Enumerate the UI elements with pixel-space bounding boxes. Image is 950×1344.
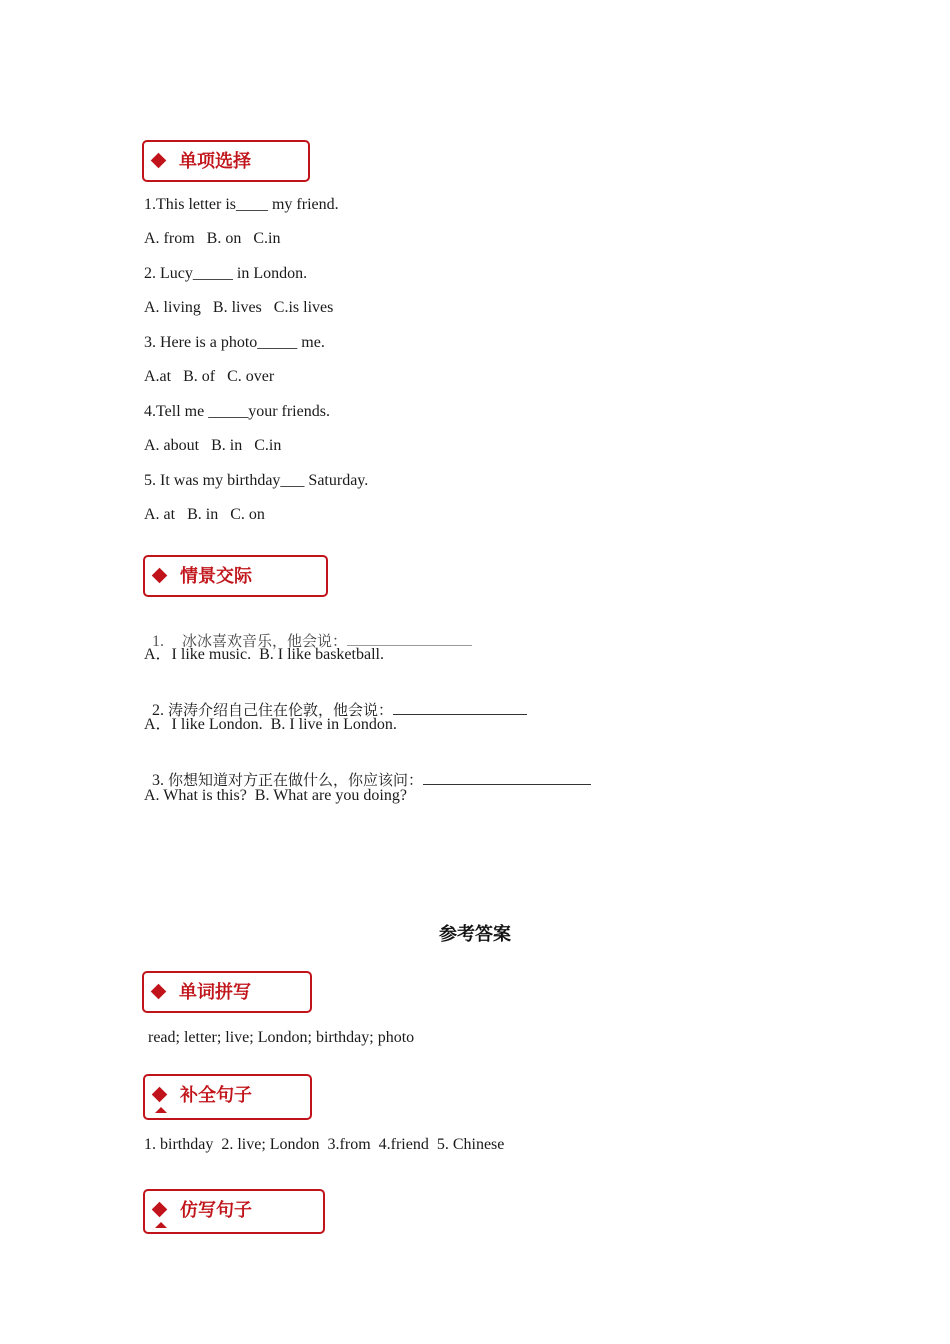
situational-question-3 xyxy=(144,750,591,791)
situational-question-3-options: A. What is this? B. What are you doing? xyxy=(144,787,407,804)
situational-question-1-options: A．I like music. B. I like basketball. xyxy=(144,646,384,663)
answer-blank xyxy=(393,700,527,715)
section-header-single-choice xyxy=(142,140,310,182)
answer-blank xyxy=(347,631,472,646)
question-number: 1. xyxy=(152,633,164,650)
section-title: 补全句子 xyxy=(180,1085,252,1106)
diamond-bullet-icon xyxy=(152,1087,168,1103)
diamond-bullet-icon xyxy=(152,568,168,584)
diamond-bullet-icon xyxy=(151,984,167,1000)
question-5-options: A. at B. in C. on xyxy=(144,506,265,523)
complete-sentences-answers: 1. birthday 2. live; London 3.from 4.friend 5. Chinese xyxy=(144,1136,505,1153)
question-number: 2. xyxy=(152,702,164,719)
question-5: 5. It was my birthday___ Saturday. xyxy=(144,472,369,489)
section-header-imitate-sentences xyxy=(143,1189,325,1234)
answer-blank xyxy=(423,770,591,785)
section-title: 情景交际 xyxy=(180,566,252,587)
question-text: 你想知道对方正在做什么，你应该问： xyxy=(168,771,424,789)
question-2: 2. Lucy_____ in London. xyxy=(144,265,308,282)
question-number: 3. xyxy=(152,772,164,789)
section-header-complete-sentences xyxy=(143,1074,312,1120)
caret-up-icon xyxy=(155,1107,167,1113)
diamond-bullet-icon xyxy=(151,153,167,169)
section-title: 仿写句子 xyxy=(180,1200,252,1221)
question-text: 涛涛介绍自己住在伦敦，他会说： xyxy=(168,701,394,719)
question-3-options: A.at B. of C. over xyxy=(144,368,275,385)
question-3: 3. Here is a photo_____ me. xyxy=(144,334,325,351)
question-2-options: A. living B. lives C.is lives xyxy=(144,299,334,316)
caret-up-icon xyxy=(155,1222,167,1228)
section-title: 单词拼写 xyxy=(179,982,251,1003)
question-4-options: A. about B. in C.in xyxy=(144,437,282,454)
section-title: 单项选择 xyxy=(179,151,251,172)
question-4: 4.Tell me _____your friends. xyxy=(144,403,330,420)
question-1-options: A. from B. on C.in xyxy=(144,230,281,247)
section-header-word-spelling xyxy=(142,971,312,1013)
question-text: 冰冰喜欢音乐，他会说： xyxy=(182,632,348,650)
answer-key-title: 参考答案 xyxy=(439,924,511,945)
diamond-bullet-icon xyxy=(152,1202,168,1218)
situational-question-2-options: A．I like London. B. I live in London. xyxy=(144,716,397,733)
question-1: 1.This letter is____ my friend. xyxy=(144,196,339,213)
word-spelling-answers: read; letter; live; London; birthday; photo xyxy=(148,1029,415,1046)
section-header-situational xyxy=(143,555,328,597)
